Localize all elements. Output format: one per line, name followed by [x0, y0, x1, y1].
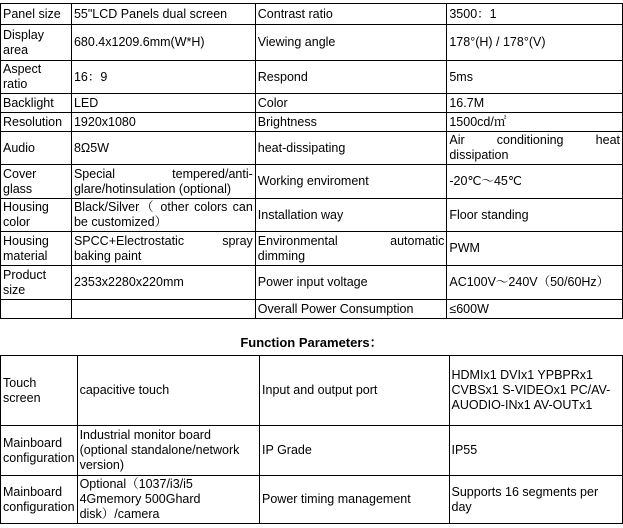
spec-label: Viewing angle: [255, 25, 447, 61]
spec-label: heat-dissipating: [255, 132, 447, 165]
spec-label: Overall Power Consumption: [255, 300, 447, 319]
function-label: IP Grade: [260, 426, 449, 476]
table-row: [1, 25, 623, 61]
spec-value: Air conditioning heat dissipation: [447, 132, 623, 165]
table-row: [1, 113, 623, 132]
table-row: [1, 266, 623, 300]
function-label: Power timing management: [260, 476, 449, 524]
spec-value: 16：9: [71, 61, 255, 94]
spec-label: Contrast ratio: [255, 4, 447, 25]
spec-value: 2353x2280x220mm: [71, 266, 255, 300]
function-parameters-title: Function Parameters：: [240, 335, 383, 350]
spec-label: Power input voltage: [255, 266, 447, 300]
spec-label: Cover glass: [1, 165, 72, 199]
table-row: [1, 199, 623, 232]
table-row: [1, 61, 623, 94]
spec-label: Housing color: [1, 199, 72, 232]
function-label: Touch screen: [1, 356, 78, 426]
spec-table: [0, 3, 623, 319]
function-value: Industrial monitor board (optional standalone/network version): [77, 426, 259, 476]
spec-value: Special tempered/anti-glare/hotinsulation (optional): [71, 165, 255, 199]
table-row: [1, 4, 623, 25]
function-value: Supports 16 segments per day: [449, 476, 623, 524]
spec-label: Product size: [1, 266, 72, 300]
spec-label: Color: [255, 94, 447, 113]
function-label: Mainboard configuration: [1, 426, 78, 476]
spec-label: Working enviroment: [255, 165, 447, 199]
spec-label: Display area: [1, 25, 72, 61]
spec-label: Resolution: [1, 113, 72, 132]
spec-label: Panel size: [1, 4, 72, 25]
table-row: [1, 165, 623, 199]
spec-value: 55"LCD Panels dual screen: [71, 4, 255, 25]
spec-value: 5ms: [447, 61, 623, 94]
table-row: [1, 476, 623, 524]
function-label: Input and output port: [260, 356, 449, 426]
spec-value: -20℃～45℃: [447, 165, 623, 199]
table-row: [1, 356, 623, 426]
table-row: [1, 426, 623, 476]
spec-label: Backlight: [1, 94, 72, 113]
spec-value: 1500cd/㎡: [447, 113, 623, 132]
spec-value: LED: [71, 94, 255, 113]
spec-value: [71, 300, 255, 319]
spec-label: Audio: [1, 132, 72, 165]
spec-value: 3500：1: [447, 4, 623, 25]
spec-value: Floor standing: [447, 199, 623, 232]
spec-value: 16.7M: [447, 94, 623, 113]
spec-value: 680.4x1209.6mm(W*H): [71, 25, 255, 61]
spec-value: 1920x1080: [71, 113, 255, 132]
spec-value: ≤600W: [447, 300, 623, 319]
spec-label: Environmental automatic dimming: [255, 232, 447, 266]
spec-value: Black/Silver（ other colors can be customized）: [71, 199, 255, 232]
spec-value: 178°(H) / 178°(V): [447, 25, 623, 61]
spec-value: PWM: [447, 232, 623, 266]
table-row: [1, 132, 623, 165]
spec-label: Housing material: [1, 232, 72, 266]
spec-value: 8Ω5W: [71, 132, 255, 165]
table-row: [1, 300, 623, 319]
function-value: Optional（1037/i3/i5 4Gmemory 500Ghard disk）/camera: [77, 476, 259, 524]
spec-label: [1, 300, 72, 319]
spec-value: AC100V～240V（50/60Hz）: [447, 266, 623, 300]
table-row: [1, 94, 623, 113]
spec-value: SPCC+Electrostatic spray baking paint: [71, 232, 255, 266]
spec-label: Brightness: [255, 113, 447, 132]
function-value: IP55: [449, 426, 623, 476]
spec-label: Respond: [255, 61, 447, 94]
spec-label: Installation way: [255, 199, 447, 232]
spec-label: Aspect ratio: [1, 61, 72, 94]
function-label: Mainboard configuration: [1, 476, 78, 524]
function-table: [0, 355, 623, 524]
table-row: [1, 232, 623, 266]
function-value: capacitive touch: [77, 356, 259, 426]
function-value: HDMIx1 DVIx1 YPBPRx1 CVBSx1 S-VIDEOx1 PC/AV-AUODIO-INx1 AV-OUTx1: [449, 356, 623, 426]
